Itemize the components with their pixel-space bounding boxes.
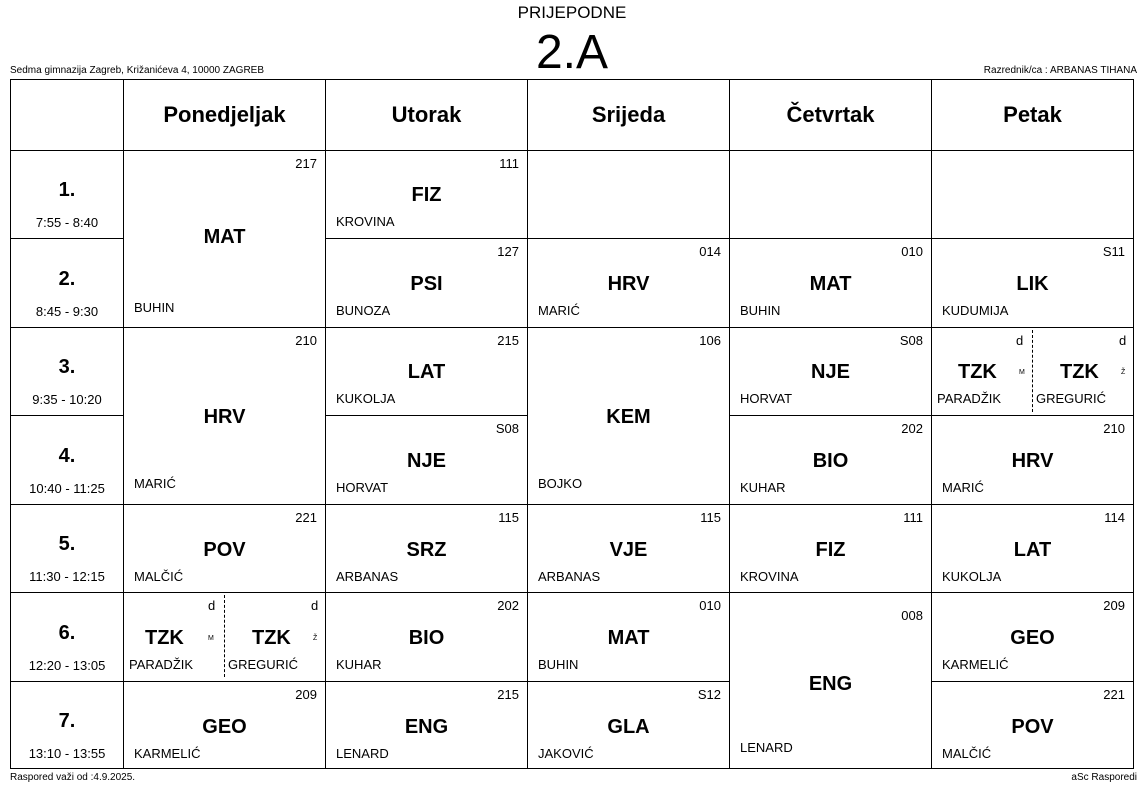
split-marker: d [1016,333,1024,348]
lesson-cell [932,593,1133,681]
split-divider [224,595,225,677]
timetable-grid [10,79,1134,769]
room-number: 111 [903,510,923,525]
room-number: 202 [497,598,519,613]
valid-from-note: Raspored važi od :4.9.2025. [10,772,136,783]
teacher-name: KUHAR [336,657,382,672]
teacher-name: KROVINA [336,214,395,229]
room-number: 114 [1104,510,1125,525]
room-number: 115 [700,510,721,525]
teacher-name: MARIĆ [942,480,984,495]
room-number: S12 [697,687,721,702]
room-number: S08 [899,333,923,348]
teacher-name: KROVINA [740,569,799,584]
period-number: 5. [58,533,76,555]
subject: NJE [811,361,850,383]
split-divider [1032,330,1033,412]
period-time: 7:55 - 8:40 [35,215,99,230]
room-number: 010 [901,244,923,259]
subject: TZK [958,361,997,383]
split-marker: d [208,598,216,613]
lesson-cell [326,239,527,327]
subject: TZK [252,627,291,649]
day-header-wednesday: Srijeda [591,102,666,127]
teacher-name: ARBANAS [336,569,399,584]
room-number: S11 [1102,244,1125,259]
lesson-cell [326,593,527,681]
room-number: 106 [699,333,721,348]
room-number: 202 [901,421,923,436]
subject: HRV [1011,450,1054,472]
teacher-name: LENARD [336,746,389,761]
lesson-cell [932,505,1133,592]
lesson-cell [932,682,1133,768]
room-number: 010 [699,598,721,613]
class-title: 2.A [535,26,609,79]
teacher-name: HORVAT [336,480,389,495]
subject: GLA [607,716,650,738]
teacher-name: MALČIĆ [942,746,992,761]
group-label: M [208,635,214,642]
subject: TZK [145,627,184,649]
grid-line [11,238,124,239]
subject: BIO [812,450,849,472]
period-time: 11:30 - 12:15 [29,569,105,584]
subject: MAT [203,226,246,248]
lesson-cell [124,151,325,327]
teacher-name: PARADŽIK [129,657,194,672]
period-time: 12:20 - 13:05 [28,658,106,673]
lesson-cell [326,682,527,768]
room-number: 014 [699,244,721,259]
group-label: Ž [313,635,318,642]
lesson-cell [326,416,527,504]
subject: VJE [609,539,648,561]
room-number: 209 [295,687,317,702]
subject: MAT [607,627,650,649]
teacher-name: PARADŽIK [937,391,1002,406]
subject: GEO [1010,627,1055,649]
lesson-cell [124,328,325,504]
teacher-name: KUKOLJA [942,569,1002,584]
lesson-cell [528,239,729,327]
period-time: 9:35 - 10:20 [32,392,102,407]
subject: KEM [606,406,651,428]
room-number: S08 [495,421,519,436]
period-number: 7. [58,710,76,732]
lesson-cell [528,682,729,768]
room-number: 111 [499,156,519,171]
day-header-tuesday: Utorak [391,102,462,127]
room-number: 115 [498,510,519,525]
lesson-cell [932,239,1133,327]
group-label: M [1019,369,1025,376]
teacher-name: KARMELIĆ [942,657,1009,672]
grid-line [11,681,124,682]
lesson-cell [932,416,1133,504]
teacher-name: KUDUMIJA [942,303,1009,318]
subject: FIZ [411,184,442,206]
subject: ENG [404,716,449,738]
subject: BIO [408,627,445,649]
empty-cell [932,151,1133,238]
empty-cell [730,151,931,238]
lesson-cell [326,505,527,592]
teacher-name: MARIĆ [134,476,176,491]
lesson-cell [124,505,325,592]
teacher-name: GREGURIĆ [228,657,299,672]
period-time: 13:10 - 13:55 [28,746,106,761]
day-header-monday: Ponedjeljak [163,102,286,127]
subject: ENG [808,673,853,695]
lesson-cell [730,505,931,592]
lesson-cell [730,593,931,768]
room-number: 215 [497,687,519,702]
period-number: 3. [58,356,76,378]
lesson-cell [528,328,729,504]
room-number: 221 [1103,687,1125,702]
teacher-name: MARIĆ [538,303,580,318]
subject: GEO [202,716,247,738]
teacher-name: LENARD [740,740,793,755]
subject: PSI [410,273,443,295]
period-number: 6. [58,622,76,644]
subject: TZK [1060,361,1099,383]
teacher-name: BOJKO [538,476,583,491]
lesson-cell [730,328,931,415]
period-number: 2. [58,268,76,290]
subject: HRV [607,273,650,295]
shift-label: PRIJEPODNE [517,3,627,22]
room-number: 210 [1103,421,1125,436]
period-number: 4. [58,445,76,467]
room-number: 209 [1103,598,1125,613]
teacher-name: BUHIN [134,300,175,315]
room-number: 127 [497,244,519,259]
teacher-name: JAKOVIĆ [538,746,594,761]
subject: SRZ [406,539,447,561]
subject: NJE [407,450,446,472]
lesson-cell [528,593,729,681]
lesson-cell [326,328,527,415]
subject: HRV [203,406,246,428]
teacher-name: BUNOZA [336,303,391,318]
teacher-name: KUKOLJA [336,391,396,406]
teacher-name: MALČIĆ [134,569,184,584]
room-number: 221 [295,510,317,525]
lesson-cell [730,239,931,327]
school-address: Sedma gimnazija Zagreb, Križanićeva 4, 10000 ZAGREB [10,65,265,76]
period-time: 8:45 - 9:30 [35,304,99,319]
split-marker: d [311,598,319,613]
teacher-name: KARMELIĆ [134,746,201,761]
teacher-name: GREGURIĆ [1036,391,1107,406]
split-lesson-cell [124,593,325,681]
subject: POV [1011,716,1054,738]
day-header-friday: Petak [1003,102,1062,127]
subject: LAT [407,361,446,383]
subject: LIK [1016,273,1049,295]
grid-line [11,504,124,505]
grid-line [11,415,124,416]
subject: FIZ [815,539,846,561]
split-lesson-cell [932,328,1133,415]
grid-line [11,592,124,593]
room-number: 008 [901,608,923,623]
subject: MAT [809,273,852,295]
room-number: 215 [497,333,519,348]
subject: LAT [1013,539,1052,561]
grid-line [11,327,124,328]
subject: POV [203,539,246,561]
lesson-cell [528,505,729,592]
teacher-name: KUHAR [740,480,786,495]
group-label: Ž [1121,369,1126,376]
teacher-name: BUHIN [740,303,781,318]
class-teacher: Razrednik/ca : ARBANAS TIHANA [983,65,1137,76]
teacher-name: BUHIN [538,657,579,672]
day-header-thursday: Četvrtak [786,102,875,127]
room-number: 217 [295,156,317,171]
lesson-cell [326,151,527,238]
teacher-name: HORVAT [740,391,793,406]
split-marker: d [1119,333,1127,348]
period-time: 10:40 - 11:25 [29,481,105,496]
empty-cell [528,151,729,238]
room-number: 210 [295,333,317,348]
software-credit: aSc Rasporedi [1071,772,1137,783]
teacher-name: ARBANAS [538,569,601,584]
period-number: 1. [58,179,76,201]
lesson-cell [730,416,931,504]
lesson-cell [124,682,325,768]
